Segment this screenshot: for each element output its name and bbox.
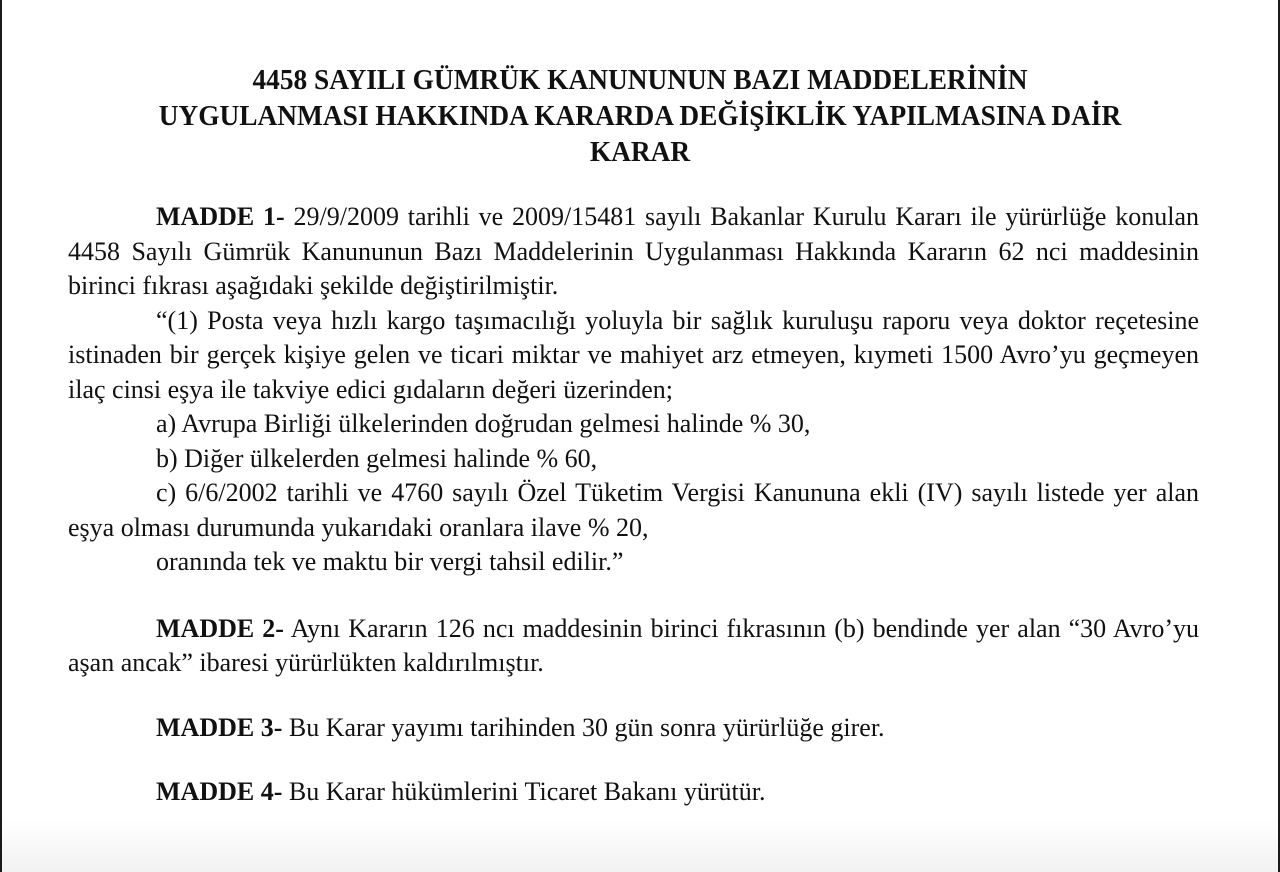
document-body bbox=[68, 200, 1199, 810]
article-4-text: Bu Karar hükümlerini Ticaret Bakanı yürütür. bbox=[288, 777, 766, 806]
document-title bbox=[28, 63, 1253, 171]
spacer bbox=[68, 681, 1199, 711]
article-1-label: MADDE 1- bbox=[156, 202, 285, 231]
article-3 bbox=[68, 711, 1199, 746]
article-4 bbox=[68, 775, 1199, 810]
article-2-label: MADDE 2- bbox=[156, 613, 284, 643]
article-1-item-a: a) Avrupa Birliği ülkelerinden doğrudan gelmesi halinde % 30, bbox=[156, 409, 811, 438]
article-1-item-c: c) 6/6/2002 tarihli ve 4760 sayılı Özel Tüketim Vergisi Kanununa ekli (IV) sayılı listede yer alan eşya olması durumunda yukarıdaki oranlara ilave % 20, bbox=[68, 478, 1199, 542]
article-1-text: 29/9/2009 tarihli ve 2009/15481 sayılı Bakanlar Kurulu Kararı ile yürürlüğe konulan 4458 Sayılı Gümrük Kanununun Bazı Maddelerinin Uygulanması Hakkında Kararın 62 nci maddesinin birinci fıkrası aşağıdaki şekilde değiştirilmiştir. bbox=[68, 202, 1199, 300]
article-2 bbox=[68, 612, 1199, 681]
article-3-label: MADDE 3- bbox=[156, 712, 283, 742]
article-1 bbox=[68, 200, 1199, 304]
article-3-text: Bu Karar yayımı tarihinden 30 gün sonra yürürlüğe girer. bbox=[288, 712, 885, 742]
title-line-1: 4458 SAYILI GÜMRÜK KANUNUNUN BAZI MADDELERİNİN bbox=[252, 65, 1028, 96]
spacer bbox=[68, 580, 1199, 612]
article-4-label: MADDE 4- bbox=[156, 777, 283, 806]
article-2-text: Aynı Kararın 126 ncı maddesinin birinci fıkrasının (b) bendinde yer alan “30 Avro’yu aşan ancak” ibaresi yürürlükten kaldırılmıştır. bbox=[68, 613, 1199, 677]
article-1-quote-paragraph: “(1) Posta veya hızlı kargo taşımacılığı yoluyla bir sağlık kuruluşu raporu veya doktor reçetesine istinaden bir gerçek kişiye gelen ve ticari miktar ve mahiyet arz etmeyen, kıymeti 1500 Avro’yu geçmeyen ilaç cinsi eşya ile takviye edici gıdaların değeri üzerinden; bbox=[68, 305, 1199, 404]
article-1-item-b: b) Diğer ülkelerden gelmesi halinde % 60, bbox=[156, 443, 598, 473]
title-line-2: UYGULANMASI HAKKINDA KARARDA DEĞİŞİKLİK YAPILMASINA DAİR bbox=[158, 101, 1122, 132]
title-line-3: KARAR bbox=[589, 137, 691, 168]
article-1-closing: oranında tek ve maktu bir vergi tahsil edilir.” bbox=[156, 547, 624, 576]
spacer bbox=[68, 745, 1199, 775]
